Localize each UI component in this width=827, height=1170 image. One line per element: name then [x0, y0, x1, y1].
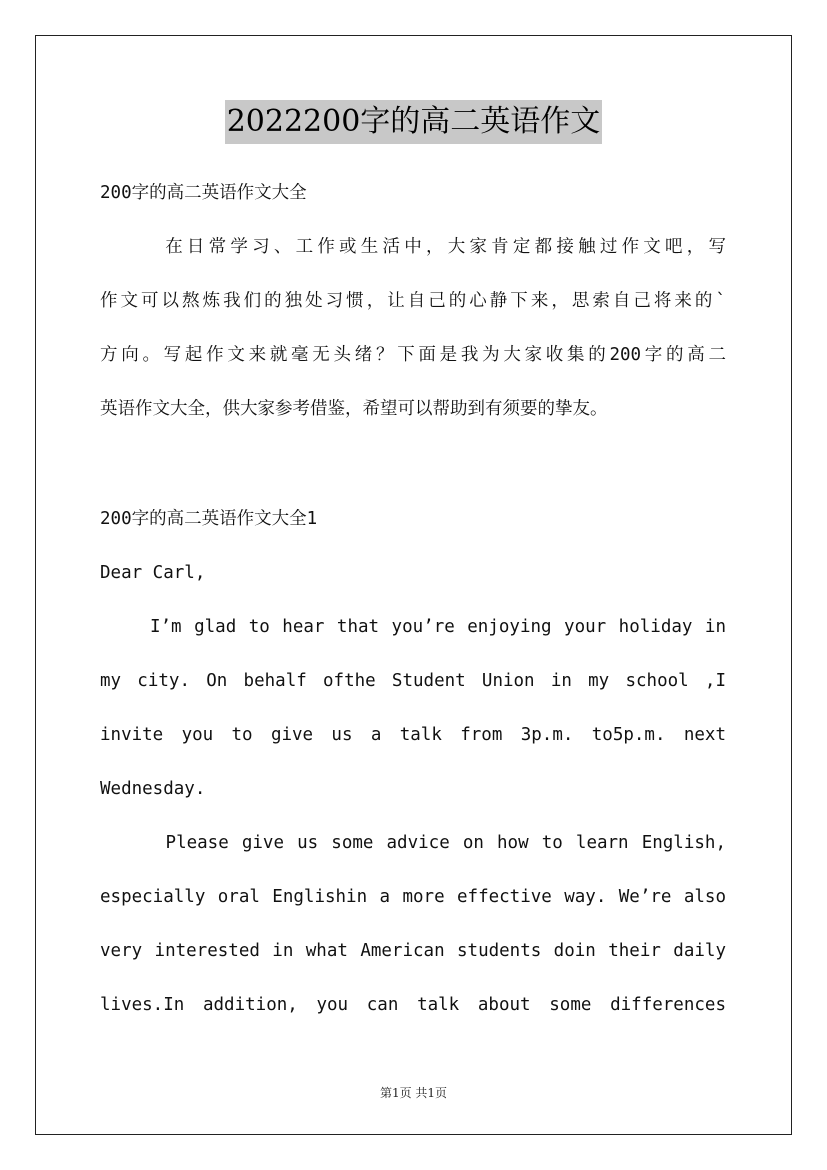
letter-salutation: Dear Carl, [100, 563, 206, 583]
intro-line: 作文可以熬炼我们的独处习惯，让自己的心静下来，思索自己将来的` [100, 291, 726, 311]
letter-body [100, 600, 726, 1032]
intro-line: 方向。写起作文来就毫无头绪？下面是我为大家收集的200字的高二 [100, 345, 726, 365]
document-subtitle: 200字的高二英语作文大全 [100, 183, 307, 203]
letter-line: lives.In addition, you can talk about some differences [100, 995, 726, 1015]
section-heading: 200字的高二英语作文大全1 [100, 509, 318, 529]
title-container [0, 100, 827, 144]
letter-line: invite you to give us a talk from 3p.m. to5p.m. next [100, 725, 726, 745]
letter-line: I’m glad to hear that you’re enjoying your holiday in [100, 617, 726, 637]
letter-line: Please give us some advice on how to learn English, [100, 833, 726, 853]
intro-line: 在日常学习、工作或生活中，大家肯定都接触过作文吧，写 [100, 237, 726, 257]
letter-line: Wednesday. [100, 779, 206, 799]
document-title: 2022200字的高二英语作文 [225, 100, 603, 144]
letter-line: especially oral Englishin a more effective way. We’re also [100, 887, 726, 907]
letter-line: my city. On behalf ofthe Student Union in my school ,I [100, 671, 726, 691]
intro-line: 英语作文大全，供大家参考借鉴，希望可以帮助到有须要的挚友。 [100, 399, 608, 419]
page-footer: 第1页 共1页 [379, 1086, 448, 1100]
intro-paragraph [100, 220, 726, 436]
letter-line: very interested in what American students doin their daily [100, 941, 726, 961]
